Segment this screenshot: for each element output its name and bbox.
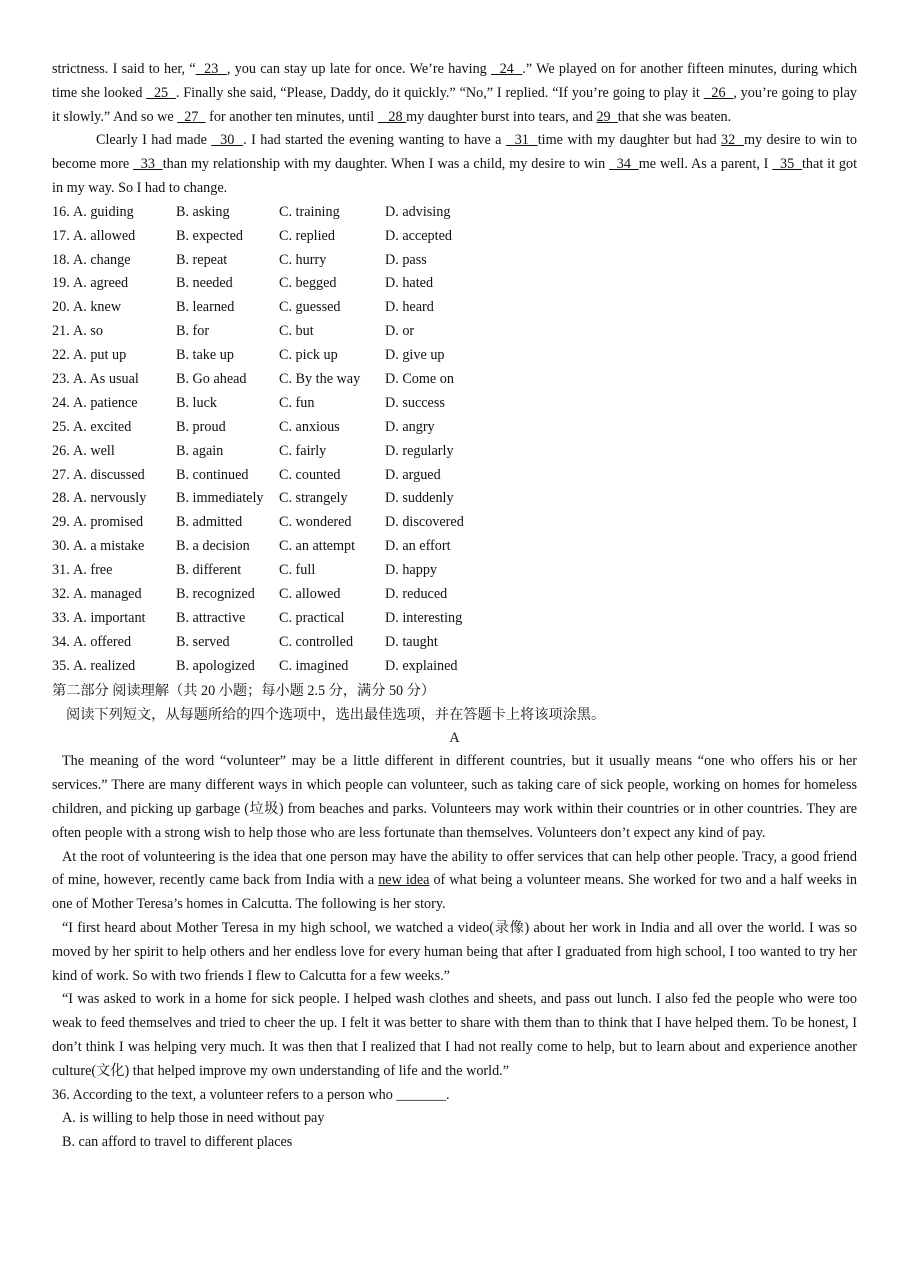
- exam-page: [52, 58, 857, 1155]
- option-a: A. excited: [73, 418, 132, 435]
- option-b: B. expected: [176, 227, 243, 244]
- passage-paragraph-4: “I was asked to work in a home for sick people. I helped wash clothes and sheets, and pass out lunch. I also fed the people who were too weak to feed themselves and tried to cheer the up. I felt it was better to share with them than to think that I have helped them. To be honest, I don’t think I was helping very much. It was then that I realized that I had not really come to help, but to learn about and experience another culture(文化) that helped improve my own understanding of life and the world.”: [52, 991, 857, 1079]
- blank-underline: 35: [772, 156, 802, 173]
- option-a: A. allowed: [73, 227, 136, 244]
- option-a: A. well: [73, 442, 115, 459]
- text-segment: . Finally she said, “Please, Daddy, do it quickly.” “No,” I replied. “If you’re going to play it: [175, 84, 704, 101]
- question-number: 31.: [52, 562, 70, 579]
- option-d: D. interesting: [385, 609, 463, 626]
- option-c: C. anxious: [279, 418, 340, 435]
- option-b: B. admitted: [176, 514, 243, 531]
- text-segment: , you can stay up late for once. We’re having: [226, 61, 492, 77]
- blank-underline: 33: [133, 156, 163, 173]
- blank-underline: 24: [491, 61, 523, 77]
- option-a: A. agreed: [73, 275, 129, 292]
- option-c: C. strangely: [279, 490, 348, 507]
- text-segment: . I had started the evening wanting to have a: [243, 132, 506, 149]
- blank-underline: 32: [721, 132, 745, 149]
- text-segment: me well. As a parent, I: [638, 156, 773, 173]
- blank-underline: 30: [211, 132, 244, 149]
- option-d: D. an effort: [385, 538, 451, 555]
- option-b: B. learned: [176, 299, 235, 316]
- option-a: A. so: [73, 323, 103, 340]
- passage-paragraph-2: [52, 846, 857, 917]
- text-segment: strictness. I said to her, “: [52, 61, 196, 77]
- text-segment: .” We played on for another fifteen minutes, during which time she looked: [52, 61, 858, 101]
- option-d: D. success: [385, 394, 445, 411]
- blank-underline: new idea: [378, 872, 430, 889]
- option-b: B. continued: [176, 466, 249, 483]
- blank-underline: 26: [703, 84, 734, 101]
- option-d: D. suddenly: [385, 490, 454, 507]
- text-segment: than my relationship with my daughter. When I was a child, my desire to win: [162, 156, 610, 173]
- question-number: 21.: [52, 323, 70, 340]
- passage-paragraph-3: “I first heard about Mother Teresa in my high school, we watched a video(录像) about her work in India and all over the world. I was so moved by her spirit to help others and her endless love for every human being that after I graduated from high school, I too wanted to try her kind of work. So with two friends I flew to Calcutta for a few weeks.”: [52, 919, 857, 984]
- option-a: A. discussed: [73, 466, 145, 483]
- question-number: 25.: [52, 418, 70, 435]
- question-number: 27.: [52, 466, 70, 483]
- question-number: 22.: [52, 347, 70, 364]
- question-row: [52, 607, 857, 631]
- option-c: C. imagined: [279, 657, 349, 674]
- option-a: A. guiding: [73, 203, 134, 220]
- option-b: B. proud: [176, 418, 226, 435]
- option-d: D. or: [385, 323, 415, 340]
- question-row: [52, 535, 857, 559]
- question-36-option-b: B. can afford to travel to different places: [62, 1134, 293, 1151]
- question-number: 24.: [52, 394, 70, 411]
- option-a: A. promised: [73, 514, 144, 531]
- option-b: B. different: [176, 562, 242, 579]
- question-row: [52, 511, 857, 535]
- question-number: 28.: [52, 490, 70, 507]
- question-number: 20.: [52, 299, 70, 316]
- question-row: [52, 631, 857, 655]
- question-row: [52, 416, 857, 440]
- option-b: B. again: [176, 442, 224, 459]
- question-number: 34.: [52, 633, 70, 650]
- text-segment: , you’re going to play it slowly.” And so we: [52, 84, 858, 125]
- option-b: B. take up: [176, 347, 234, 364]
- passage-label: A: [449, 729, 460, 746]
- text-segment: that it got in my way. So I had to change.: [52, 156, 858, 196]
- option-d: D. taught: [385, 633, 438, 650]
- question-row: [52, 464, 857, 488]
- text-segment: At the root of volunteering is the idea that one person may have the ability to offer services that can help other people. Tracy, a good friend of mine, however, recently came back from India with a: [52, 848, 857, 889]
- text-segment: that she was beaten.: [617, 108, 732, 125]
- question-row: [52, 296, 857, 320]
- question-row: [52, 201, 857, 225]
- cloze-options-list: [52, 201, 857, 679]
- passage-paragraph-1: The meaning of the word “volunteer” may be a little different in different countries, but it usually means “one who offers his or her services.” There are many different ways in which people can volunteer, such as taking care of sick people, working on homes for homeless children, and picking up garbage (垃圾) from beaches and parks. Volunteers may work within their countries or in other countries. They are often people with a strong wish to help those who are less fortunate than themselves. Volunteers don’t expect any kind of pay.: [52, 753, 857, 841]
- question-row: [52, 225, 857, 249]
- option-a: A. a mistake: [73, 538, 145, 555]
- option-d: D. discovered: [385, 514, 464, 531]
- option-c: C. hurry: [279, 251, 327, 268]
- option-c: C. full: [279, 562, 316, 579]
- option-b: B. repeat: [176, 251, 228, 268]
- option-d: D. accepted: [385, 227, 452, 244]
- option-b: B. apologized: [176, 657, 255, 674]
- blank-underline: 31: [505, 132, 538, 149]
- blank-underline: 27: [177, 108, 206, 125]
- text-segment: my daughter burst into tears, and: [406, 108, 597, 125]
- option-d: D. regularly: [385, 442, 454, 459]
- option-a: A. offered: [73, 633, 132, 650]
- question-row: [52, 583, 857, 607]
- option-c: C. guessed: [279, 299, 341, 316]
- option-c: C. wondered: [279, 514, 352, 531]
- option-d: D. angry: [385, 418, 435, 435]
- question-row: [52, 559, 857, 583]
- question-row: [52, 249, 857, 273]
- cloze-paragraph-1: [52, 58, 857, 129]
- question-number: 18.: [52, 251, 70, 268]
- question-row: [52, 440, 857, 464]
- question-row: [52, 368, 857, 392]
- question-number: 35.: [52, 657, 70, 674]
- option-d: D. explained: [385, 657, 458, 674]
- section-2-instruction: 阅读下列短文，从每题所给的四个选项中，选出最佳选项，并在答题卡上将该项涂黑。: [66, 706, 606, 723]
- text-segment: of what being a volunteer means. She worked for two and a half weeks in one of Mother Teresa’s homes in Calcutta. The following is her story.: [52, 872, 857, 913]
- section-2-title: 第二部分 阅读理解（共 20 小题；每小题 2.5 分，满分 50 分）: [52, 682, 436, 699]
- question-row: [52, 272, 857, 296]
- option-b: B. Go ahead: [176, 371, 247, 388]
- question-number: 26.: [52, 442, 70, 459]
- blank-underline: 25: [146, 84, 176, 101]
- question-row: [52, 655, 857, 679]
- question-36-option-a: A. is willing to help those in need without pay: [62, 1110, 325, 1127]
- option-d: D. Come on: [385, 371, 454, 388]
- question-36-stem: 36. According to the text, a volunteer refers to a person who _______.: [52, 1086, 450, 1103]
- option-d: D. happy: [385, 562, 438, 579]
- option-d: D. heard: [385, 299, 434, 316]
- option-b: B. served: [176, 633, 230, 650]
- option-b: B. attractive: [176, 609, 246, 626]
- question-number: 19.: [52, 275, 70, 292]
- text-segment: Clearly I had made: [96, 132, 212, 149]
- text-segment: my desire to win to become more: [52, 132, 858, 173]
- option-c: C. an attempt: [279, 538, 356, 555]
- option-a: A. change: [73, 251, 131, 268]
- option-c: C. training: [279, 203, 340, 220]
- option-c: C. fairly: [279, 442, 327, 459]
- option-d: D. give up: [385, 347, 445, 364]
- option-c: C. pick up: [279, 347, 338, 364]
- option-a: A. managed: [73, 586, 142, 603]
- option-b: B. immediately: [176, 490, 264, 507]
- option-a: A. important: [73, 609, 146, 626]
- option-b: B. a decision: [176, 538, 250, 555]
- blank-underline: 28: [377, 108, 407, 125]
- option-d: D. argued: [385, 466, 441, 483]
- option-c: C. controlled: [279, 633, 354, 650]
- option-a: A. realized: [73, 657, 136, 674]
- option-b: B. recognized: [176, 586, 255, 603]
- text-segment: for another ten minutes, until: [205, 108, 378, 125]
- option-c: C. allowed: [279, 586, 341, 603]
- option-a: A. nervously: [73, 490, 147, 507]
- option-c: C. but: [279, 323, 314, 340]
- question-number: 16.: [52, 203, 70, 220]
- option-c: C. counted: [279, 466, 341, 483]
- option-d: D. pass: [385, 251, 427, 268]
- option-c: C. practical: [279, 609, 345, 626]
- blank-underline: 34: [609, 156, 639, 173]
- option-a: A. free: [73, 562, 113, 579]
- option-c: C. replied: [279, 227, 335, 244]
- option-a: A. put up: [73, 347, 127, 364]
- cloze-paragraph-2: [52, 129, 857, 200]
- option-c: C. begged: [279, 275, 337, 292]
- option-d: D. reduced: [385, 586, 448, 603]
- option-c: C. By the way: [279, 371, 361, 388]
- question-number: 23.: [52, 371, 70, 388]
- blank-underline: 29: [596, 108, 618, 125]
- option-b: B. needed: [176, 275, 233, 292]
- question-number: 30.: [52, 538, 70, 555]
- option-a: A. patience: [73, 394, 138, 411]
- blank-underline: 23: [195, 61, 227, 77]
- question-number: 17.: [52, 227, 70, 244]
- option-c: C. fun: [279, 394, 315, 411]
- question-row: [52, 487, 857, 511]
- option-d: D. advising: [385, 203, 451, 220]
- question-row: [52, 344, 857, 368]
- option-b: B. for: [176, 323, 210, 340]
- question-row: [52, 392, 857, 416]
- option-d: D. hated: [385, 275, 434, 292]
- question-number: 29.: [52, 514, 70, 531]
- option-a: A. knew: [73, 299, 122, 316]
- question-number: 32.: [52, 586, 70, 603]
- option-b: B. asking: [176, 203, 230, 220]
- question-number: 33.: [52, 609, 70, 626]
- option-a: A. As usual: [73, 371, 139, 388]
- text-segment: time with my daughter but had: [537, 132, 721, 149]
- question-row: [52, 320, 857, 344]
- option-b: B. luck: [176, 394, 217, 411]
